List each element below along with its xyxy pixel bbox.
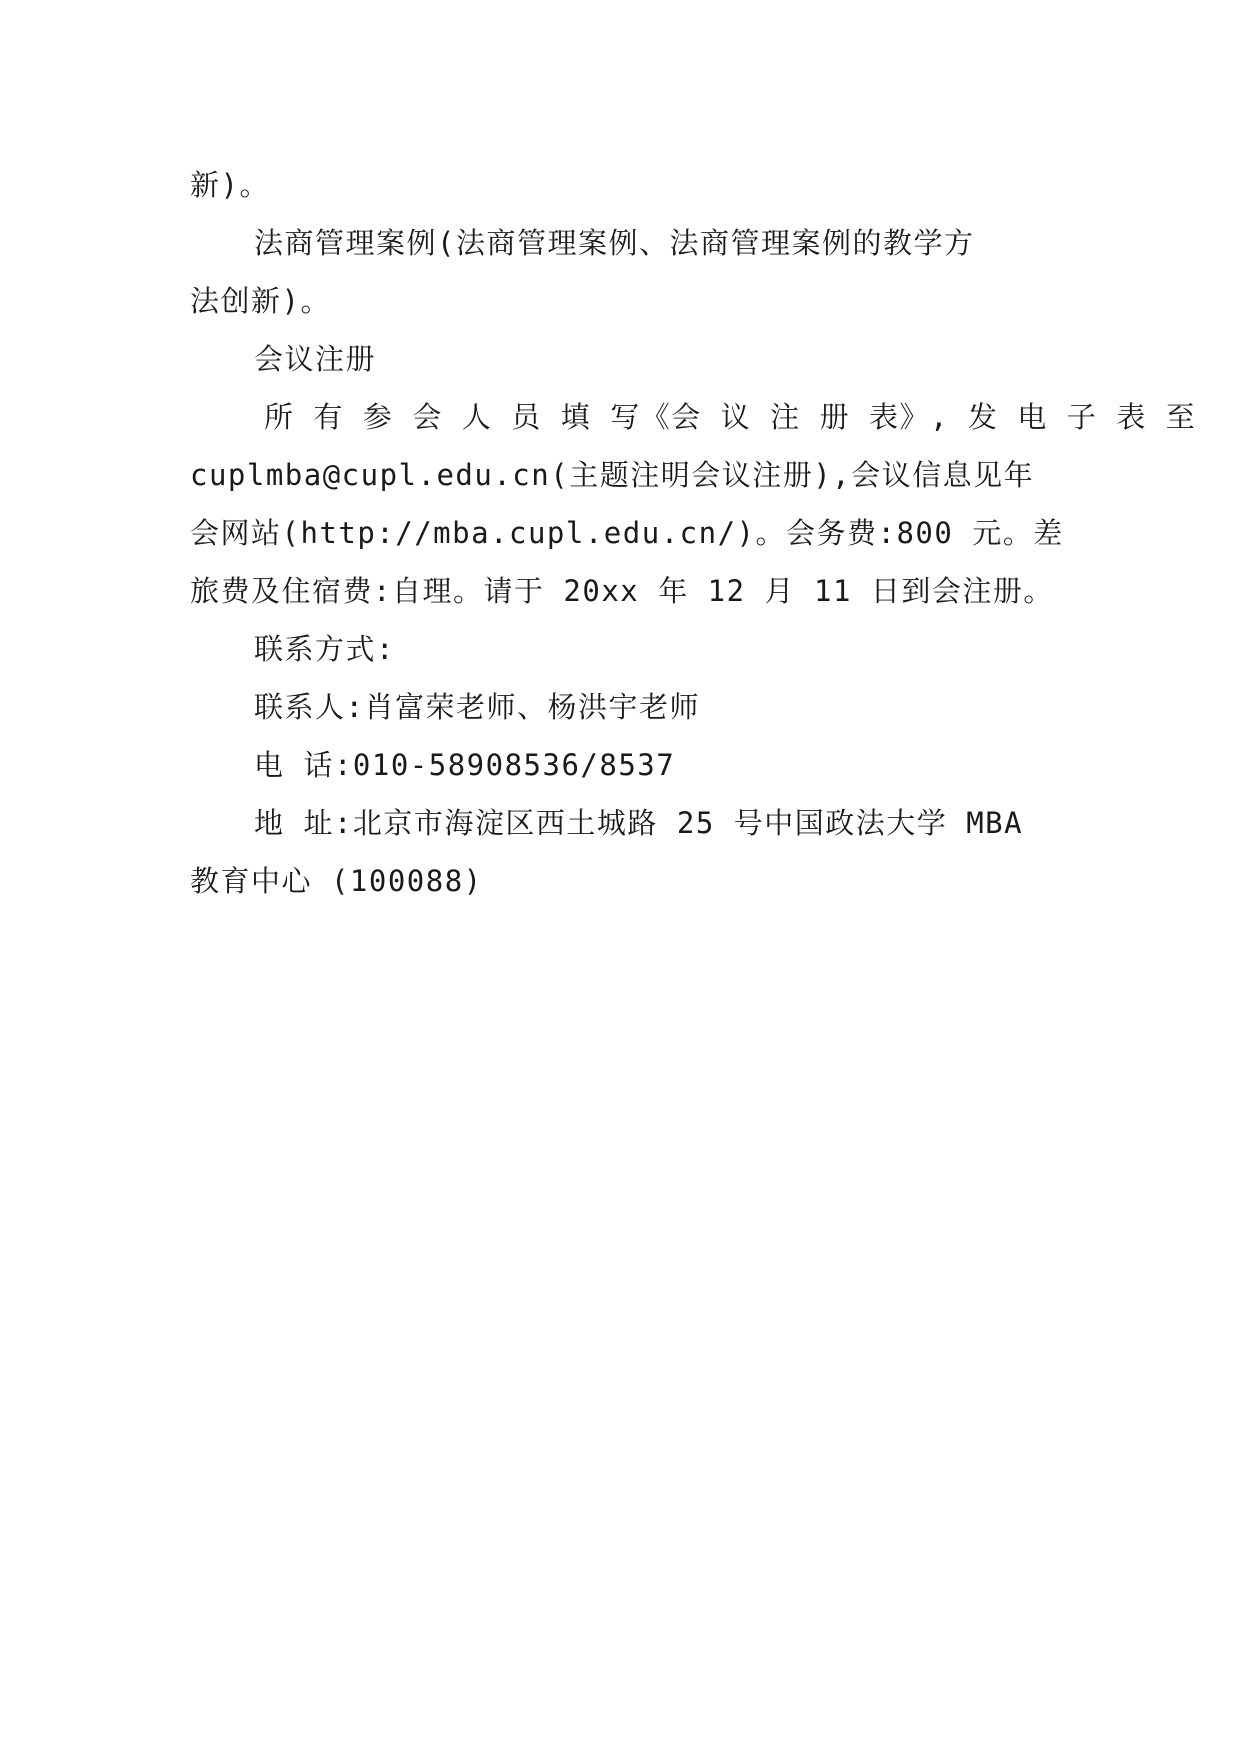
text-line: 旅费及住宿费:自理。请于 20xx 年 12 月 11 日到会注册。 — [190, 574, 1054, 608]
text-line: 所 有 参 会 人 员 填 写《会 议 注 册 表》, 发 电 子 表 至 — [264, 400, 1197, 434]
section-heading-registration — [190, 330, 1050, 388]
text-line: 会议注册 — [254, 342, 377, 376]
text-line: 电 话:010-58908536/8537 — [254, 748, 676, 782]
paragraph-registration-details — [190, 388, 1197, 620]
text-line: 法创新)。 — [190, 284, 331, 318]
text-line: 联系方式: — [254, 632, 395, 666]
text-line: 地 址:北京市海淀区西土城路 25 号中国政法大学 MBA — [254, 806, 1024, 840]
text-line: 教育中心 (100088) — [190, 864, 483, 898]
text-line: 联系人:肖富荣老师、杨洪宇老师 — [254, 690, 700, 724]
text-line: 新)。 — [190, 168, 270, 202]
paragraph-topic-continuation — [190, 156, 1050, 214]
document-body — [190, 156, 1197, 910]
text-line: cuplmba@cupl.edu.cn(主题注明会议注册),会议信息见年 — [190, 458, 1035, 492]
paragraph-law-business-case — [190, 214, 1050, 330]
contact-persons — [190, 678, 1050, 736]
section-heading-contact — [190, 620, 1050, 678]
contact-address — [190, 794, 1050, 910]
text-line: 法商管理案例(法商管理案例、法商管理案例的教学方 — [254, 226, 975, 260]
text-line: 会网站(http://mba.cupl.edu.cn/)。会务费:800 元。差 — [190, 516, 1064, 550]
contact-phone — [190, 736, 1050, 794]
